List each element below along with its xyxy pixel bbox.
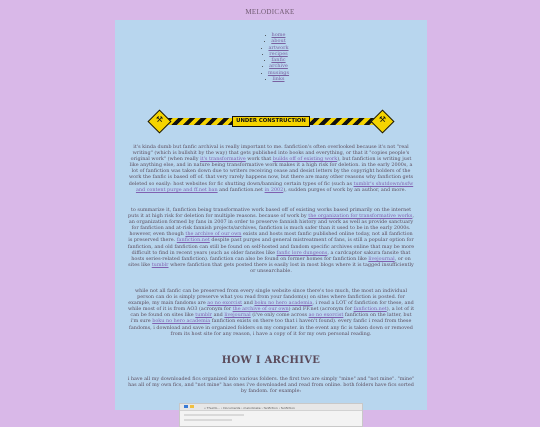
nav-link-recipes[interactable]: recipes (269, 50, 288, 57)
folder-icon (190, 405, 194, 408)
text: (i've only come across (250, 312, 309, 319)
text: fanfiction exists on there too that i haven't found). every fanfic i read from these fandoms, i download and save in organized folders on my computer. in the event any fic is taken down or removed from its host site for any reason, i have a copy of it for my own personal reading. (129, 318, 413, 337)
link[interactable]: tumblr (195, 312, 213, 319)
text: exists and hosts most fanfic published online today, not all fanfiction is preserved there. (128, 231, 413, 244)
section-heading: HOW I ARCHIVE (221, 355, 321, 366)
text: ) and FF.net (acronym for (288, 306, 354, 313)
link[interactable]: the organization for transformative works (308, 213, 413, 220)
link[interactable]: builds off of existing work (272, 156, 338, 163)
link[interactable]: in 2002 (264, 186, 284, 193)
intro-paragraph (127, 144, 415, 193)
text: work that (245, 156, 273, 163)
worker-icon: ⚒ (155, 115, 164, 124)
text: , i read a LOT of fanfiction for these, and while most of it is from AO3 (acronym for (127, 300, 414, 313)
link[interactable]: livejournal (368, 255, 395, 262)
text: fanfiction on the latter, but i'm sure (130, 312, 412, 325)
archive-paragraph: i have all my downloaded fics organized into various folders. the first two are simply "mine" and "not mine". "mine" has all of my own fics, and "not mine" has ones i've downloaded and read from online. both folders have fics sorted by fandom. for example: (127, 376, 415, 395)
link[interactable]: it's transformative (200, 156, 246, 163)
link[interactable]: fanfiction.net (176, 237, 210, 244)
explorer-path: « Thumb... › Documents › melodicake › fanfiction › fanfiction (204, 406, 295, 410)
link[interactable]: tumblr's shutdown/nsfw and content purge and ff.net ban (135, 180, 414, 193)
text: , or on sites like (128, 255, 411, 268)
link[interactable]: fanfiction.net (353, 306, 387, 313)
nav-link-fanfic[interactable]: fanfic (271, 57, 286, 64)
text: , a cardcaptor sakura fansite that hosts series-related fanfiction). fanfiction can also be found on former homes for fanfiction like (131, 249, 411, 262)
nav-item-links[interactable] (123, 76, 427, 82)
text: and (212, 312, 225, 319)
text: ), a lot of it can be found on sites like (130, 306, 415, 319)
content-panel (115, 20, 427, 410)
text: where fanfiction that gets posted there is easily lost in most blogs where it is tagged insufficiently or unsearchable. (168, 261, 414, 274)
link[interactable]: boku no hero academia (254, 300, 313, 307)
link[interactable]: the archive of our own (185, 231, 242, 238)
folder-icon (184, 405, 188, 408)
folder-screenshot (179, 403, 363, 427)
file-row (184, 414, 244, 416)
nav-link-archive[interactable]: archive (269, 63, 288, 70)
nav-link-artwork[interactable]: artwork (268, 44, 289, 51)
text: ), sudden purges of work by an author, and more. (283, 186, 407, 193)
link[interactable]: fanfic lore dungeons (276, 249, 328, 256)
link[interactable]: tumblr (151, 261, 169, 268)
text: it's kinda dumb but fanfic archival is really important to me. fanfiction's often overlooked because it's not "real writing" (which is bullshit by the way) that gets published into books and everything, or that it "copies people's original work" (when really (130, 144, 410, 163)
text: and (242, 300, 255, 307)
text: and fanfiction.net (217, 186, 265, 193)
site-title: MELODICAKE (245, 8, 295, 16)
summary-paragraph (127, 207, 415, 274)
file-row (184, 419, 232, 421)
text: while not all fanfic can be preserved from every single website since there's too much, the most an individual person can do is simply preserve what you read from your fandom(s) on sites where fanfiction is posted. for example, my main fandoms are (128, 288, 408, 307)
fandoms-paragraph (127, 288, 415, 337)
text: despite past purges and general mistreatment of fans, is still a popular option for fanfiction, and old fanfiction can still be found on self-hosted and fandom specific archives online that may be more difficult to find in recent years (such as older fansites like (127, 237, 415, 256)
link[interactable]: ao no exorcist (207, 300, 243, 307)
text: , an organization formed by fans in 2007 in order to preserve fannish history and work as well as provide sanctuary for fanfiction and at-risk fannish projects/archives, fanfiction is much safer than it used to be in the early 2000s. however, even though (128, 213, 414, 238)
worker-icon: ⚒ (378, 115, 387, 124)
under-construction-label: UNDER CONSTRUCTION (232, 116, 310, 127)
nav-link-musings[interactable]: musings (267, 69, 290, 76)
nav-link-links[interactable]: links (272, 76, 285, 83)
under-construction-banner (149, 113, 393, 131)
nav-link-about[interactable]: about (271, 38, 286, 45)
text: to summarize it, fanfiction being transformative work based off of existing works based primarily on the internet puts it at high risk for deletion for multiple reasons. because of work by (128, 207, 412, 220)
link[interactable]: ao no exorcist (308, 312, 344, 319)
link[interactable]: livejournal (224, 312, 251, 319)
nav-link-home[interactable]: home (271, 32, 286, 38)
link[interactable]: the archive of our own (232, 306, 289, 313)
link[interactable]: boku no hero academia (152, 318, 211, 325)
text: ), but fanfiction is writing just like anything else, and in nature being transformative work makes it a high risk for deletion. in the early 2000s, a lot of fanfiction was taken down due to writers receiving cease and desist letters by the copyright holders of the work the fanfic is based off of. that very rarely happens now, but there are many other reasons why fanfiction gets deleted so easily: host websites for fic shutting down/banning certain types of fic (such as (128, 156, 414, 187)
nav-list (115, 32, 427, 82)
